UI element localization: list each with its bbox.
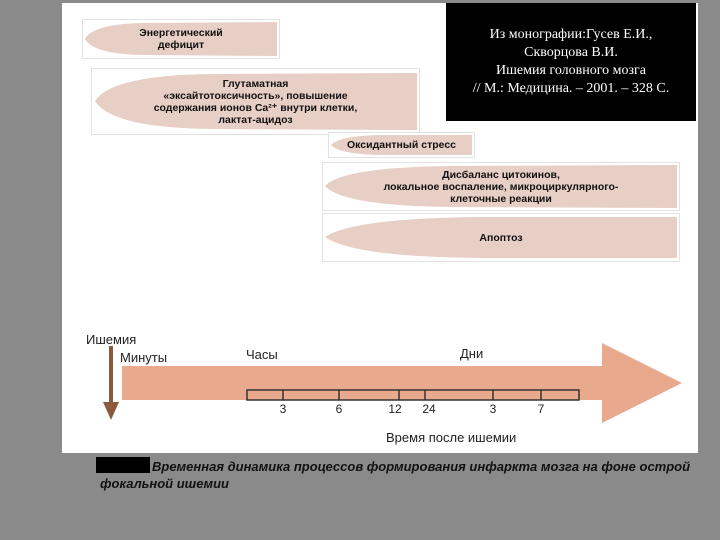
days-label: Дни (460, 346, 484, 361)
figure-caption (100, 458, 700, 492)
process-line: «эксайтотоксичность», повышение (163, 89, 348, 102)
ischemia-label: Ишемия (86, 332, 137, 347)
process-line: клеточные реакции (450, 192, 552, 205)
axis-title: Время после ишемии (386, 430, 517, 445)
process-line: Апоптоз (479, 231, 523, 244)
tick-label: 6 (335, 402, 343, 416)
process-line: содержания ионов Ca²⁺ внутри клетки, (153, 101, 358, 114)
tick-label: 12 (388, 402, 402, 416)
tick-label: 3 (489, 402, 497, 416)
process-line: лактат-ацидоз (218, 113, 293, 126)
tick-label: 7 (537, 402, 545, 416)
minutes-label: Минуты (120, 350, 168, 365)
process-line: дефицит (157, 39, 205, 51)
tick-label: 3 (279, 402, 287, 416)
process-line: локальное воспаление, микроциркулярного- (383, 180, 619, 193)
source-line: Из монографии:Гусев Е.И., (489, 27, 653, 42)
source-line: Ишемия головного мозга (496, 63, 646, 78)
ischemia-arrow (103, 346, 119, 420)
source-line: Скворцова В.И. (524, 45, 618, 60)
process-line: Дисбаланс цитокинов, (442, 168, 560, 181)
process-line: Глутаматная (222, 77, 289, 90)
process-line: Оксидантный стресс (346, 139, 457, 151)
source-line: // М.: Медицина. – 2001. – 328 С. (472, 81, 670, 96)
tick-label: 24 (422, 402, 436, 416)
process-line: Энергетический (139, 27, 223, 39)
caption-text: Временная динамика процессов формирования инфаркта мозга на фоне острой фокальной ишемии (100, 459, 691, 491)
hours-label: Часы (246, 347, 278, 362)
